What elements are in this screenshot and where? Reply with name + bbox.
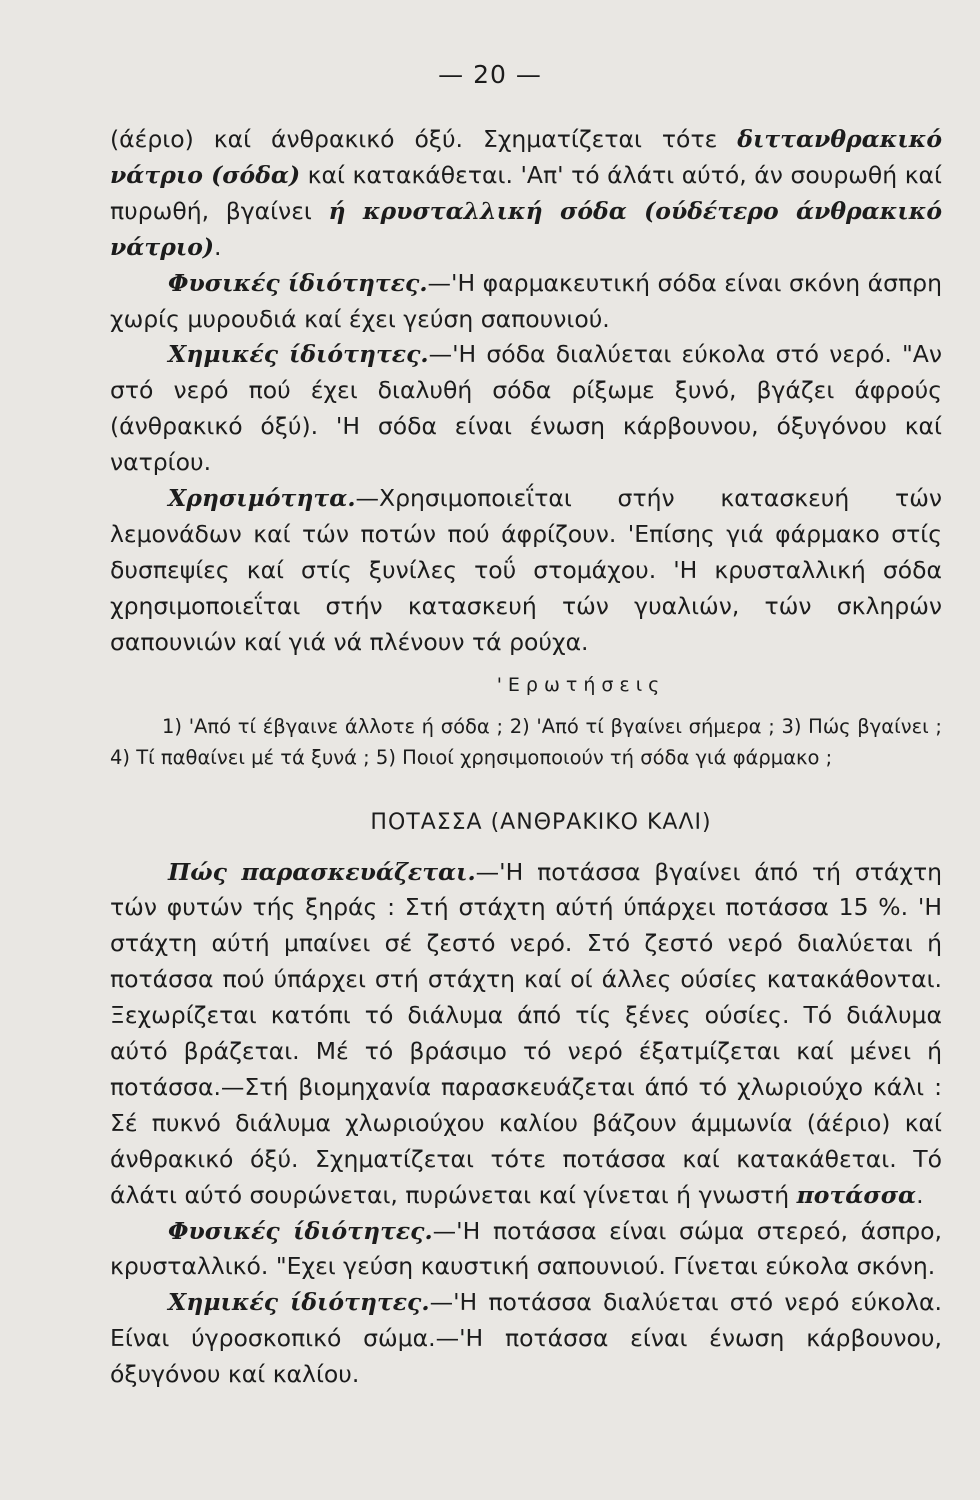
text-run: —'Η σόδα διαλύεται εύκολα στό νερό. "Αν στό νερό πού έχει διαλυθή σόδα ρίξωμε ξυνό, βγάζει άφρούς (άνθρακικό όξύ). 'Η σόδα είναι ένωση κάρβουνου, όξυγόνου καί νατρίου. <box>110 340 942 477</box>
italic-term: ποτάσσα <box>796 1180 917 1209</box>
paragraph-soda-chemical-properties <box>110 337 942 481</box>
paragraph-soda-physical-properties <box>110 266 942 338</box>
text-run: —'Η ποτάσσα είναι σώμα στερεό, άσπρο, κρυσταλλικό. "Εχει γεύση καυστική σαπουνιού. Γίνεται εύκολα σκόνη. <box>110 1216 942 1281</box>
section-label: Χρησιμότητα. <box>168 484 356 513</box>
paragraph-potash-physical-properties <box>110 1214 942 1286</box>
section-label: Χημικές ίδιότητες. <box>168 340 429 369</box>
section-label: Φυσικές ίδιότητες. <box>168 268 428 297</box>
text-run: (άέριο) καί άνθρακικό όξύ. Σχηματίζεται τότε <box>110 125 738 153</box>
text-run: —Χρησιμοποιεΐται στήν κατασκευή τών λεμονάδων καί τών ποτών πού άφρίζουν. 'Επίσης γιά φάρμακο στίς δυσπεψίες καί στίς ξυνίλες τοΰ στομάχου. 'Η κρυσταλλική σόδα χρησιμοποιεΐται στήν κατασκευή τών γυαλιών, τών σκληρών σαπουνιών καί γιά νά πλένουν τά ρούχα. <box>110 484 942 656</box>
italic-term: ή κρυσταλλική σόδα (ούδέτερο άνθρακικό νάτριο) <box>110 196 943 261</box>
text-run: . <box>214 232 222 261</box>
paragraph-potash-preparation <box>110 855 942 1214</box>
text-run: —'Η ποτάσσα διαλύεται στό νερό εύκολα. Είναι ύγροσκοπικό σώμα.—'Η ποτάσσα είναι ένωση κάρβουνου, όξυγόνου καί καλίου. <box>110 1288 943 1389</box>
paragraph-soda-production-end <box>110 122 942 266</box>
section-label: Χημικές ίδιότητες. <box>168 1288 430 1317</box>
section-label: Φυσικές ίδιότητες. <box>168 1216 433 1245</box>
page-number: — 20 — <box>438 60 542 89</box>
section-heading-potash: ΠΟΤΑΣΣΑ (ΑΝΘΡΑΚΙΚΟ ΚΑΛΙ) <box>370 809 712 835</box>
section-label: Πώς παρασκευάζεται. <box>168 857 476 886</box>
text-run: —'Η φαρμακευτική σόδα είναι σκόνη άσπρη χωρίς μυρουδιά καί έχει γεύση σαπουνιού. <box>110 268 942 333</box>
paragraph-soda-uses <box>110 481 942 661</box>
questions-text: 1) 'Από τί έβγαινε άλλοτε ή σόδα ; 2) 'Από τί βγαίνει σήμερα ; 3) Πώς βγαίνει ; 4) Τί παθαίνει μέ τά ξυνά ; 5) Ποιοί χρησιμοποιούν τή σόδα γιά φάρμακο ; <box>110 714 942 769</box>
italic-term: διττανθρακικό νάτριο (σόδα) <box>110 125 942 189</box>
page-body <box>110 122 942 1393</box>
questions-block <box>110 667 942 773</box>
text-run: —'Η ποτάσσα βγαίνει άπό τή στάχτη τών φυτών τής ξηράς : Στή στάχτη αύτή ύπάρχει ποτάσσα 15 %. 'Η στάχτη αύτή μπαίνει σέ ζεστό νερό. Στό ζεστό νερό διαλύεται ή ποτάσσα πού ύπάρχει στή στάχτη καί οί άλλες ούσίες κατακάθονται. Ξεχωρίζεται κατόπι τό διάλυμα άπό τίς ξένες ούσίες. Τό διάλυμα αύτό βράζεται. Μέ τό βράσιμο τό νερό έξατμίζεται καί μένει ή ποτάσσα.—Στή βιομηχανία παρασκευάζεται άπό τό χλωριούχο κάλι : Σέ πυκνό διάλυμα χλωριούχου καλίου βάζουν άμμωνία (άέριο) καί άνθρακικό όξύ. Σχηματίζεται τότε ποτάσσα καί κατακάθεται. Τό άλάτι αύτό σουρώνεται, πυρώνεται καί γίνεται ή γνωστή <box>110 857 942 1209</box>
text-run: . <box>916 1180 924 1209</box>
paragraph-potash-chemical-properties <box>110 1285 942 1393</box>
questions-title: 'Ερωτήσεις <box>496 673 666 696</box>
text-run: καί κατακάθεται. 'Απ' τό άλάτι αύτό, άν σουρωθή καί πυρωθή, βγαίνει <box>110 160 943 225</box>
